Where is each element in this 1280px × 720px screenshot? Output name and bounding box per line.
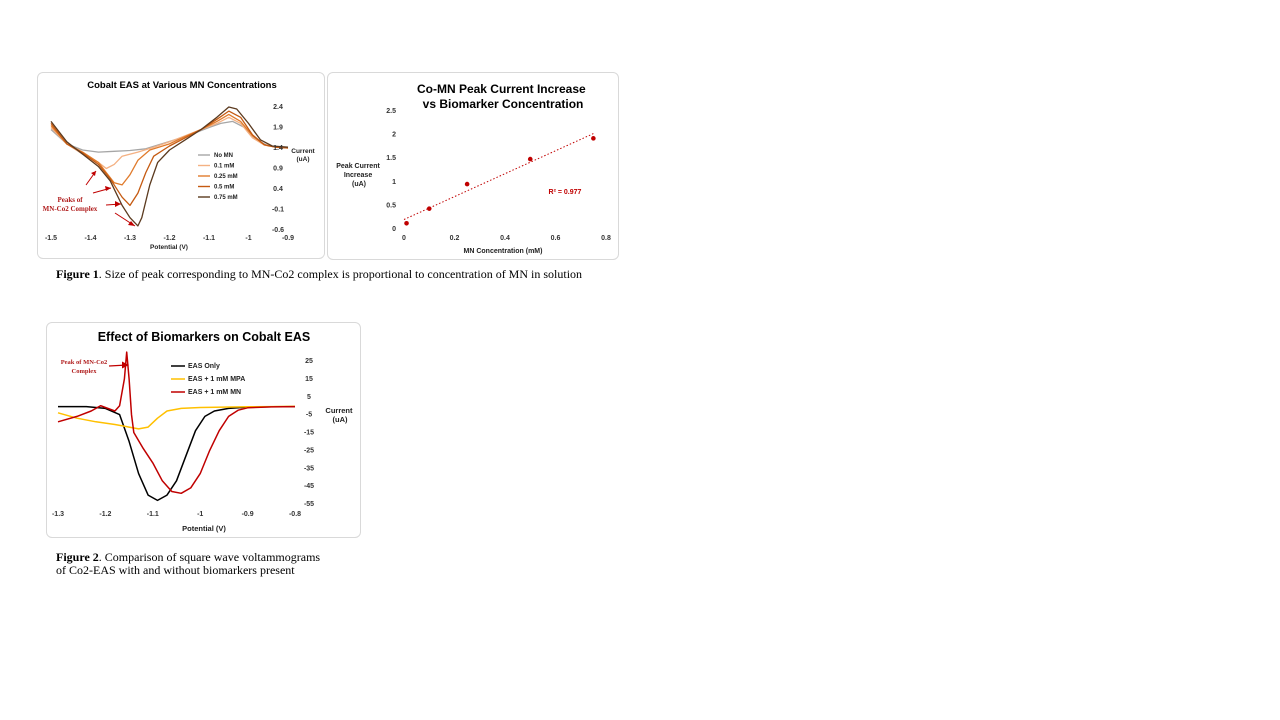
x-tick-label: -1.3 — [51, 511, 65, 518]
y-tick-label: 15 — [305, 375, 313, 383]
annotation-line-2: Complex — [71, 368, 97, 375]
x-tick-label: -1.2 — [163, 235, 176, 242]
x-tick-label: -1.2 — [99, 511, 112, 518]
data-point — [528, 157, 533, 162]
x-tick-label: -1.4 — [84, 235, 97, 242]
y-tick-label: 2.5 — [386, 108, 396, 115]
figure-1-caption — [56, 268, 656, 281]
chart-cobalt-eas-svg — [38, 73, 326, 260]
annotation-line-1: Peak of MN-Co2 — [60, 359, 108, 366]
x-tick-label: -1.1 — [202, 235, 216, 242]
peak-annotation — [43, 171, 135, 226]
legend-label: 0.5 mM — [214, 184, 235, 191]
figure-2-caption — [56, 551, 376, 577]
y-tick-label: 2 — [392, 131, 396, 139]
x-tick-label: 0.6 — [550, 235, 561, 242]
annotation-line-2: MN-Co2 Complex — [42, 205, 98, 213]
y-tick-label: 0.4 — [273, 186, 283, 193]
y-tick-label: -15 — [303, 429, 315, 437]
legend-label: No MN — [214, 153, 233, 159]
legend-label: 0.75 mM — [214, 195, 238, 201]
y-tick-label: -55 — [303, 501, 315, 508]
y-tick-label: 0.9 — [273, 165, 283, 173]
x-axis-label: MN Concentration (mM) — [463, 248, 543, 255]
chart-panel-cobalt-eas — [37, 72, 325, 259]
x-tick-label: -1.3 — [123, 235, 137, 242]
x-tick-label: -1.1 — [146, 511, 159, 518]
y-tick-label: 5 — [307, 393, 311, 401]
y-tick-label: 1.9 — [273, 124, 283, 132]
series-line-1 — [51, 117, 288, 168]
data-point — [427, 206, 432, 211]
x-tick-label: -0.9 — [241, 511, 254, 518]
y-tick-label: -35 — [303, 465, 315, 473]
y-tick-label: -0.6 — [271, 227, 285, 234]
x-tick-label: 0.4 — [500, 235, 510, 242]
r-squared-label: R² = 0.977 — [548, 189, 582, 196]
y-tick-label: -45 — [303, 483, 315, 491]
x-tick-label: -0.9 — [281, 235, 295, 242]
chart-title: Effect of Biomarkers on Cobalt EAS — [97, 330, 311, 344]
figure-1-label: Figure 1 — [56, 267, 99, 281]
x-tick-label: 0 — [402, 235, 406, 242]
figure-2-text-1: . Comparison of square wave voltammograms — [98, 550, 321, 564]
legend-label: EAS + 1 mM MPA — [188, 376, 246, 383]
chart-biomarkers-svg — [47, 323, 362, 539]
legend-label: 0.1 mM — [214, 163, 235, 170]
x-axis-label: Potential (V) — [182, 524, 226, 533]
data-point — [404, 221, 409, 226]
y-axis-label: Current (uA) — [291, 148, 315, 163]
y-tick-label: -5 — [305, 411, 313, 419]
y-axis-label: Peak Current Increase (uA) — [336, 163, 380, 188]
x-tick-label: 0.8 — [601, 235, 611, 242]
y-tick-label: 25 — [305, 358, 313, 365]
x-tick-label: -1 — [197, 511, 204, 518]
chart-panel-biomarkers — [46, 322, 361, 538]
legend-label: EAS + 1 mM MN — [188, 389, 242, 396]
series-line-3 — [51, 111, 288, 205]
chart-peak-current-svg — [328, 73, 620, 261]
x-tick-label: -1.5 — [44, 235, 58, 242]
data-point — [465, 182, 470, 187]
legend-label: 0.25 mM — [214, 174, 238, 180]
y-tick-label: -0.1 — [271, 206, 285, 214]
y-tick-label: 1.4 — [273, 145, 283, 152]
y-tick-label: 0.5 — [386, 202, 396, 210]
x-tick-label: -1 — [245, 235, 252, 242]
y-tick-label: 2.4 — [273, 104, 283, 111]
chart-title: Cobalt EAS at Various MN Concentrations — [87, 80, 277, 91]
x-tick-label: -0.8 — [288, 511, 302, 518]
figure-2-label: Figure 2 — [56, 550, 99, 564]
y-axis-label: Current (uA) — [325, 406, 353, 424]
annotation-line-1: Peaks of — [57, 196, 83, 204]
chart-title: Co-MN Peak Current Increase vs Biomarker Concentration — [416, 82, 586, 111]
x-axis-label: Potential (V) — [150, 244, 188, 251]
legend-label: EAS Only — [188, 363, 220, 370]
figure-1-text: . Size of peak corresponding to MN-Co2 complex is proportional to concentration of MN in solution — [98, 267, 583, 281]
peak-annotation — [61, 359, 129, 375]
chart-panel-peak-current — [327, 72, 619, 260]
y-tick-label: 1.5 — [386, 155, 396, 163]
y-tick-label: -25 — [303, 447, 315, 455]
data-point — [591, 136, 596, 141]
y-tick-label: 1 — [392, 178, 396, 186]
y-tick-label: 0 — [392, 226, 396, 233]
x-tick-label: 0.2 — [449, 235, 460, 242]
figure-2-text-2: of Co2-EAS with and without biomarkers present — [56, 563, 295, 577]
trendline — [404, 134, 593, 220]
